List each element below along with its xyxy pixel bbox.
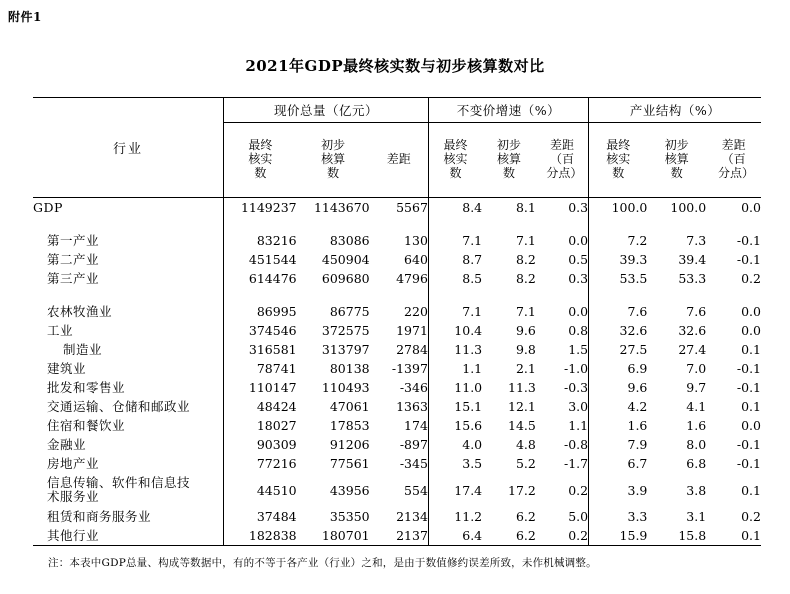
cell-value: 12.1 <box>508 399 536 414</box>
cell-value: 0.1 <box>741 482 761 498</box>
cell-value: 1971 <box>396 323 428 338</box>
cell-value: 174 <box>404 418 428 433</box>
cell-value: 110493 <box>321 380 370 395</box>
cell-value: 83216 <box>224 231 297 250</box>
cell-value: 39.4 <box>678 252 707 267</box>
cell-value: 609680 <box>321 271 370 286</box>
cell-value: 3.5 <box>428 454 482 473</box>
cell-value: 17.2 <box>508 482 536 498</box>
table-row <box>33 359 761 378</box>
cell-value: 53.5 <box>589 269 648 288</box>
cell-value: 8.4 <box>428 198 482 218</box>
table-row <box>33 378 761 397</box>
cell-value: 7.2 <box>589 231 648 250</box>
cell-value: -0.1 <box>736 456 761 471</box>
cell-value: 0.2 <box>536 526 589 546</box>
cell-value: 9.8 <box>515 342 536 357</box>
cell-value: 372575 <box>321 323 370 338</box>
cell-value: 8.0 <box>686 437 707 452</box>
row-label: 工业 <box>47 322 74 338</box>
row-label: 建筑业 <box>47 360 87 376</box>
cell-value: 3.0 <box>568 399 589 414</box>
row-label: 农林牧渔业 <box>47 303 113 319</box>
cell-value: 0.8 <box>568 323 589 338</box>
cell-value: -0.1 <box>736 437 761 452</box>
cell-value: 0.5 <box>568 252 589 267</box>
cell-value: 313797 <box>321 342 370 357</box>
row-label: 其他行业 <box>33 526 224 546</box>
cell-value: 1149237 <box>224 198 297 218</box>
cell-value: 91206 <box>329 437 370 452</box>
cell-value: 0.2 <box>568 482 589 498</box>
cell-value: 47061 <box>329 399 370 414</box>
cell-value: 0.2 <box>741 509 761 524</box>
table-row <box>33 198 761 218</box>
cell-value: 4796 <box>396 271 428 286</box>
cell-value: 1.6 <box>686 418 707 433</box>
cell-value: 6.7 <box>589 454 648 473</box>
cell-value: 15.9 <box>589 526 648 546</box>
cell-value: 9.7 <box>686 380 707 395</box>
cell-value: -0.8 <box>563 437 589 452</box>
cell-value: 53.3 <box>678 271 707 286</box>
row-label: 交通运输、仓储和邮政业 <box>47 398 191 414</box>
subheader-final-verified-total: 最终核实数 <box>224 123 297 198</box>
cell-value: 554 <box>404 482 428 498</box>
row-label: 金融业 <box>47 436 87 452</box>
cell-value: 5567 <box>396 200 428 215</box>
cell-value: 32.6 <box>589 321 648 340</box>
cell-value: 100.0 <box>589 198 648 218</box>
cell-value: 1.5 <box>568 342 589 357</box>
cell-value: -0.3 <box>563 380 589 395</box>
row-label: 第三产业 <box>47 270 100 286</box>
cell-value: 4.2 <box>589 397 648 416</box>
cell-value: 78741 <box>224 359 297 378</box>
table-row <box>33 302 761 321</box>
cell-value: 11.0 <box>428 378 482 397</box>
cell-value: 10.4 <box>428 321 482 340</box>
cell-value: 7.9 <box>589 435 648 454</box>
cell-value: 0.0 <box>568 233 589 248</box>
table-row <box>33 231 761 250</box>
cell-value: -0.1 <box>736 380 761 395</box>
cell-value: -0.1 <box>736 361 761 376</box>
cell-value: 450904 <box>321 252 370 267</box>
cell-value: 6.2 <box>482 526 536 546</box>
cell-value: 640 <box>404 252 428 267</box>
cell-value: 0.0 <box>741 418 761 433</box>
cell-value: 0.0 <box>741 323 761 338</box>
cell-value: 7.1 <box>515 233 536 248</box>
cell-value: 44510 <box>224 473 297 507</box>
table-row <box>33 269 761 288</box>
cell-value: 2137 <box>370 526 429 546</box>
cell-value: 316581 <box>224 340 297 359</box>
group-header-current-price-total: 现价总量（亿元） <box>224 98 429 123</box>
cell-value: 15.8 <box>647 526 706 546</box>
cell-value: 0.1 <box>706 526 761 546</box>
cell-value: 3.3 <box>589 507 648 526</box>
row-label: 信息传输、软件和信息技 术服务业 <box>47 475 191 504</box>
cell-value: 7.1 <box>515 304 536 319</box>
gdp-table-body <box>33 198 761 546</box>
cell-value: 77561 <box>329 456 370 471</box>
attachment-label: 附件1 <box>8 10 42 24</box>
row-label: 第二产业 <box>47 251 100 267</box>
cell-value: 1143670 <box>313 200 370 215</box>
cell-value: 7.3 <box>686 233 707 248</box>
cell-value: 7.6 <box>686 304 707 319</box>
cell-value: 7.1 <box>428 302 482 321</box>
cell-value: 18027 <box>224 416 297 435</box>
cell-value: -1397 <box>391 361 428 376</box>
cell-value: 48424 <box>224 397 297 416</box>
cell-value: 39.3 <box>589 250 648 269</box>
table-row <box>33 454 761 473</box>
cell-value: 0.0 <box>568 304 589 319</box>
table-row <box>33 435 761 454</box>
cell-value: 130 <box>404 233 428 248</box>
cell-value: 4.1 <box>686 399 707 414</box>
subheader-gap-total: 差距 <box>386 152 411 167</box>
cell-value: 2784 <box>396 342 428 357</box>
cell-value: 2.1 <box>515 361 536 376</box>
cell-value: 182838 <box>224 526 297 546</box>
row-label: 第一产业 <box>47 232 100 248</box>
cell-value: 6.4 <box>428 526 482 546</box>
cell-value: 90309 <box>224 435 297 454</box>
cell-value: 32.6 <box>678 323 707 338</box>
cell-value: 35350 <box>329 509 370 524</box>
cell-value: 4.8 <box>515 437 536 452</box>
row-label: 房地产业 <box>47 455 100 471</box>
cell-value: 6.8 <box>686 456 707 471</box>
cell-value: 11.3 <box>508 380 536 395</box>
cell-value: 3.8 <box>686 482 707 498</box>
cell-value: 2134 <box>396 509 428 524</box>
subheader-final-verified-growth: 最终核实数 <box>428 123 482 198</box>
cell-value: -1.0 <box>563 361 589 376</box>
cell-value: 0.1 <box>741 342 761 357</box>
cell-value: 86995 <box>224 302 297 321</box>
row-spacer <box>33 288 761 302</box>
row-label: 住宿和餐饮业 <box>47 417 126 433</box>
cell-value: 1.1 <box>428 359 482 378</box>
subheader-gap-growth: 差距（百分点） <box>546 138 583 180</box>
cell-value: 17853 <box>329 418 370 433</box>
page-title: 2021年GDP最终核实数与初步核算数对比 <box>245 57 545 75</box>
cell-value: 374546 <box>224 321 297 340</box>
cell-value: 11.3 <box>428 340 482 359</box>
cell-value: 17.4 <box>428 473 482 507</box>
cell-value: 0.0 <box>741 200 761 215</box>
cell-value: 1.1 <box>568 418 589 433</box>
table-note: 注：本表中GDP总量、构成等数据中，有的不等于各产业（行业）之和，是由于数值修约误差所致，未作机械调整。 <box>48 557 597 569</box>
cell-value: 220 <box>404 304 428 319</box>
table-row <box>33 397 761 416</box>
cell-value: 6.9 <box>589 359 648 378</box>
subheader-preliminary-structure: 初步核算数 <box>664 138 689 180</box>
cell-value: 0.3 <box>568 271 589 286</box>
subheader-gap-structure: 差距（百分点） <box>718 138 755 180</box>
cell-value: -345 <box>399 456 428 471</box>
cell-value: 8.1 <box>515 200 536 215</box>
gdp-comparison-table-wrapper <box>33 97 761 546</box>
cell-value: 3.1 <box>686 509 707 524</box>
cell-value: 9.6 <box>515 323 536 338</box>
cell-value: 83086 <box>329 233 370 248</box>
table-row <box>33 507 761 526</box>
cell-value: 27.4 <box>678 342 707 357</box>
cell-value: 180701 <box>297 526 370 546</box>
cell-value: 100.0 <box>670 200 707 215</box>
group-header-constant-price-growth: 不变价增速（%） <box>428 98 588 123</box>
cell-value: -0.1 <box>736 252 761 267</box>
cell-value: -0.1 <box>736 233 761 248</box>
table-row <box>33 340 761 359</box>
cell-value: 77216 <box>224 454 297 473</box>
table-row <box>33 250 761 269</box>
cell-value: 27.5 <box>589 340 648 359</box>
cell-value: 0.2 <box>741 271 761 286</box>
cell-value: 0.1 <box>741 399 761 414</box>
cell-value: -897 <box>399 437 428 452</box>
cell-value: 6.2 <box>515 509 536 524</box>
cell-value: 80138 <box>329 361 370 376</box>
cell-value: 614476 <box>224 269 297 288</box>
subheader-final-verified-structure: 最终核实数 <box>589 123 648 198</box>
row-label: GDP <box>33 199 63 215</box>
table-row <box>33 526 761 546</box>
cell-value: 5.0 <box>568 509 589 524</box>
group-header-industrial-structure: 产业结构（%） <box>589 98 761 123</box>
row-label: 租赁和商务服务业 <box>47 508 152 524</box>
cell-value: 11.2 <box>428 507 482 526</box>
cell-value: 15.6 <box>428 416 482 435</box>
cell-value: -1.7 <box>563 456 589 471</box>
table-row <box>33 473 761 507</box>
cell-value: 0.0 <box>741 304 761 319</box>
cell-value: 1363 <box>396 399 428 414</box>
cell-value: 3.9 <box>589 473 648 507</box>
cell-value: 451544 <box>224 250 297 269</box>
cell-value: 4.0 <box>428 435 482 454</box>
cell-value: 110147 <box>224 378 297 397</box>
cell-value: 37484 <box>224 507 297 526</box>
cell-value: 8.2 <box>515 271 536 286</box>
gdp-comparison-table <box>33 97 761 546</box>
table-row <box>33 321 761 340</box>
row-label: 批发和零售业 <box>47 379 126 395</box>
subheader-preliminary-growth: 初步核算数 <box>496 138 521 180</box>
cell-value: 8.7 <box>428 250 482 269</box>
cell-value: -346 <box>399 380 428 395</box>
cell-value: 43956 <box>329 482 370 498</box>
cell-value: 0.3 <box>568 200 589 215</box>
cell-value: 7.0 <box>686 361 707 376</box>
subheader-preliminary-total: 初步核算数 <box>321 138 346 180</box>
cell-value: 5.2 <box>515 456 536 471</box>
cell-value: 86775 <box>329 304 370 319</box>
cell-value: 8.2 <box>515 252 536 267</box>
cell-value: 7.1 <box>428 231 482 250</box>
row-label: 制造业 <box>63 341 103 357</box>
row-spacer <box>33 217 761 231</box>
table-row <box>33 416 761 435</box>
cell-value: 7.6 <box>589 302 648 321</box>
cell-value: 14.5 <box>508 418 536 433</box>
cell-value: 1.6 <box>589 416 648 435</box>
cell-value: 15.1 <box>428 397 482 416</box>
cell-value: 9.6 <box>589 378 648 397</box>
cell-value: 8.5 <box>428 269 482 288</box>
column-header-industry: 行业 <box>113 142 144 157</box>
